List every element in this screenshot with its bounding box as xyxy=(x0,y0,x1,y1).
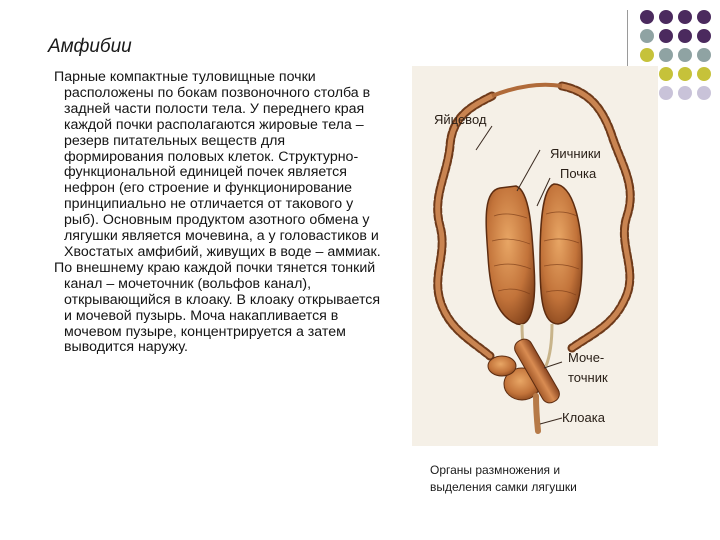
decorative-dot xyxy=(640,10,654,24)
label-kidney: Почка xyxy=(560,166,597,181)
label-ovaries: Яичники xyxy=(550,146,601,161)
label-cloaca: Клоака xyxy=(562,410,605,425)
decorative-dot xyxy=(678,29,692,43)
decorative-dot xyxy=(659,86,673,100)
decorative-dot xyxy=(697,86,711,100)
decorative-dot xyxy=(678,10,692,24)
figure-caption xyxy=(430,462,650,496)
decorative-dot xyxy=(659,29,673,43)
caption-line-2: выделения самки лягушки xyxy=(430,480,577,494)
decorative-dot xyxy=(678,86,692,100)
slide-title: Амфибии xyxy=(48,36,132,57)
frog-organs-illustration xyxy=(412,66,658,446)
decorative-dot xyxy=(678,48,692,62)
paragraph-ureter: По внешнему краю каждой почки тянется тонкий канал – мочеточник (вольфов канал), открывающийся в клоаку. В клоаку открывается и мочевой пузырь. Моча накапливается в мочевом пузыре, концентрируется а затем выводится наружу. xyxy=(54,259,381,356)
label-ureter-1: Моче- xyxy=(568,350,605,365)
decorative-dot xyxy=(697,48,711,62)
decorative-dot xyxy=(697,67,711,81)
decorative-dot xyxy=(640,29,654,43)
label-oviduct: Яйцевод xyxy=(434,112,487,127)
decorative-dot xyxy=(697,29,711,43)
decorative-dot xyxy=(640,48,654,62)
decorative-dot xyxy=(659,48,673,62)
paragraph-kidneys: Парные компактные туловищные почки расположены по бокам позвоночного столба в задней части полости тела. У переднего края каждой почки располагаются жировые тела – резерв питательных веществ для формирования половых клеток. Структурно-функциональной единицей почек является нефрон (его строение и функционирование принципиально не отличается от такового у рыб). Основным продуктом азотного обмена у лягушки является мочевина, а у головастиков и Хвостатых амфибий, живущих в воде – аммиак. xyxy=(54,69,381,260)
decorative-dot xyxy=(659,67,673,81)
decorative-dot xyxy=(697,10,711,24)
body-text xyxy=(54,70,386,356)
label-ureter-2: точник xyxy=(568,370,608,385)
caption-line-1: Органы размножения и xyxy=(430,463,561,477)
decorative-dot xyxy=(678,67,692,81)
decorative-dot xyxy=(659,10,673,24)
